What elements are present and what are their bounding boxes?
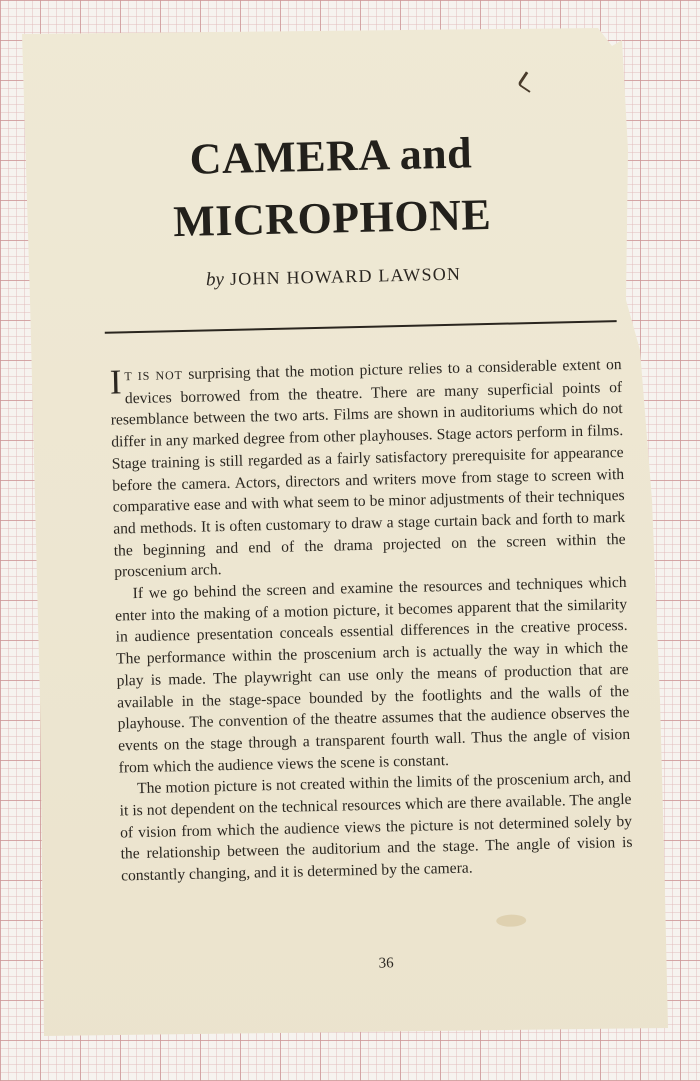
paragraph-1-text: surprising that the motion picture relies to a considerable extent on devices borrowed from the theatre. There are many superficial points of resemblance between the two arts. Films are shown in auditoriums which do not differ in any marked degree from other playhouses. Stage actors perform in films. Stage training is still regarded as a fairly satisfactory prerequisite for appearance before the camera. Actors, directors and writers move from stage to screen with comparative ease and with what seem to be minor adjustments of their techniques and methods. It is often customary to draw a stage curtain back and forth to mark the beginning and end of the drama projected on the screen within the proscenium arch. bbox=[110, 356, 626, 581]
drop-cap: I bbox=[109, 362, 122, 402]
article-title-line-1: CAMERA and bbox=[189, 128, 473, 184]
article-title-line-2: MICROPHONE bbox=[172, 189, 492, 247]
lead-in-smallcaps: T IS NOT bbox=[124, 367, 183, 384]
paper-stain bbox=[496, 914, 526, 927]
author-name: JOHN HOWARD LAWSON bbox=[229, 263, 462, 289]
staple-mark bbox=[517, 71, 538, 93]
article-body bbox=[110, 354, 634, 887]
page-number: 36 bbox=[378, 955, 394, 972]
title-rule bbox=[105, 320, 617, 334]
paragraph-2: If we go behind the screen and examine the resources and techniques which enter into the making of a motion picture, it becomes apparent that the similarity in audience presentation conceals essential differences in the creative process. The performance within the proscenium arch is actually the way in which the play is made. The playwright can use only the means of production that are available in the stage-space bounded by the footlights and the walls of the playhouse. The convention of the theatre assumes that the audience observes the events on the stage through a transparent fourth wall. Thus the angle of vision from which the audience views the scene is constant. bbox=[115, 573, 631, 777]
paragraph-1 bbox=[110, 354, 627, 584]
paragraph-3: The motion picture is not created within the limits of the proscenium arch, and it is not dependent on the technical resources which are there available. The angle of vision from which the audience views the picture is not determined solely by the relationship between the auditorium and the stage. The angle of vision is constantly changing, and it is determined by the camera. bbox=[119, 769, 633, 885]
byline bbox=[133, 262, 533, 293]
byline-prefix: by bbox=[205, 269, 225, 291]
